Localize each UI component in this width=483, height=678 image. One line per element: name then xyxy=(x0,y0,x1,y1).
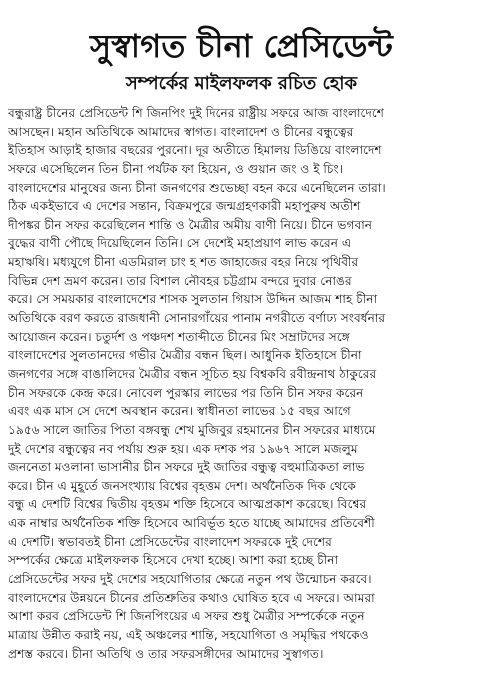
article-body-line: জনগণের সঙ্গে বাঙালিদের মৈত্রীর বন্ধন সূচিত হয় বিশ্বকবি রবীন্দ্রনাথ ঠাকুরের xyxy=(8,366,377,381)
article-body-line: বাংলাদেশের উন্নয়নে চীনের প্রতিশ্রুতির কথাও ঘোষিত হবে এ সফরে। আমরা xyxy=(8,590,375,605)
article-body-line: দীপঙ্কর চীন সফর করেছিলেন শান্তি ও মৈত্রীর অমীয় বাণী নিয়ে। চীনে ভগবান xyxy=(8,217,373,232)
article-body-line: জননেতা মওলানা ভাসানীর চীন সফরে দুই জাতির বন্ধুত্ব বহুমাত্রিকতা লাভ xyxy=(8,460,365,475)
article-body-line: করে। চীন এ মুহূর্তে জনসংখ্যায় বিশ্বের বৃহত্তম দেশ। অর্থনৈতিক দিক থেকে xyxy=(8,478,356,493)
article-body-line: করে। সে সময়কার বাংলাদেশের শাসক সুলতান গিয়াস উদ্দিন আজম শাহ চীনা xyxy=(8,292,378,307)
article-body-line: আয়োজন করেন। চতুর্দশ ও পঞ্চদশ শতাব্দীতে চীনের মিং সম্রাটদের সঙ্গে xyxy=(8,329,350,344)
article-body-line: বিভিন্ন দেশ ভ্রমণ করেন। তার বিশাল নৌবহর চট্টগ্রাম বন্দরে দুবার নোঙর xyxy=(8,273,352,288)
article-body-line: ইতিহাস আড়াই হাজার বছরের পুরনো। দূর অতীতে হিমালয় ডিঙিয়ে বাংলাদেশ xyxy=(8,143,382,158)
article-body-line: অতিথিকে বরণ করতে রাজধানী সোনারগাঁয়ের পানাম নগরীতে বর্ণাঢ্য সংবর্ধনার xyxy=(8,311,386,326)
article-subheadline: সম্পর্কের মাইলফলক রচিত হোক xyxy=(125,73,358,94)
article-body-line: বাংলাদেশের মানুষের জন্য চীনা জনগণের শুভেচ্ছা বহন করে এনেছিলেন তারা। xyxy=(8,180,386,195)
article-body-line: বন্ধুরাষ্ট্র চীনের প্রেসিডেন্ট শি জিনপিং দুই দিনের রাষ্ট্রীয় সফরে আজ বাংলাদেশে xyxy=(8,106,384,120)
article-body-line: এ দেশটি। স্বভাবতই চীনা প্রেসিডেন্টের বাংলাদেশ সফরকে দুই দেশের xyxy=(8,534,332,549)
article-body-line: দুই দেশের বন্ধুত্বের নব পর্যায় শুরু হয়। এক দশক পর ১৯৬৭ সালে মজলুম xyxy=(8,441,358,456)
article-body-line: এবং এক মাস সে দেশে অবস্থান করেন। স্বাধীনতা লাভের ১৫ বছর আগে xyxy=(8,404,351,419)
article-body-line: সম্পর্কের ক্ষেত্রে মাইলফলক হিসেবে দেখা হচ্ছে। আশা করা হচ্ছে চীনা xyxy=(8,553,339,568)
article-body-line: বুদ্ধের বাণী পৌছে দিয়েছিলেন তিনি। সে দেশেই মহাপ্রয়াণ লাভ করেন এ xyxy=(8,236,352,251)
article-body-line: প্রশস্ত করবে। চীনা অতিথি ও তার সফরসঙ্গীদের আমাদের সুস্বাগত। xyxy=(8,646,324,661)
article-body-line: আসছেন। মহান অতিথিকে আমাদের স্বাগত। বাংলাদেশ ও চীনের বন্ধুত্বের xyxy=(8,124,354,139)
article-body-line: আশা করব প্রেসিডেন্ট শি জিনপিংয়ের এ সফর শুধু মৈত্রীর সম্পর্কেকে নতুন xyxy=(8,609,365,624)
article-body-line: বন্ধু এ দেশটি বিশ্বের দ্বিতীয় বৃহত্তম শক্তি হিসেবে আত্মপ্রকাশ করেছে। বিশ্বের xyxy=(8,497,367,512)
article-body-line: প্রেসিডেন্টের সফর দুই দেশের সহযোগিতার ক্ষেত্রে নতুন পথ উন্মোচন করবে। xyxy=(8,572,372,587)
article-body-line: মহাঋষি। মধ্যযুগে চীনা এডমিরাল চাং হ শত জাহাজের বহর নিয়ে পৃথিবীর xyxy=(8,255,359,270)
article-body-line: মাত্রায় উন্নীত করাই নয়, এই অঞ্চলের শান্তি, সহযোগিতা ও সমৃদ্ধির পথকেও xyxy=(8,627,369,642)
article-body-line: ঠিক একইভাবে এ দেশের সন্তান, বিক্রমপুরে জন্মগ্রহণকারী মহাপুরুষ অতীশ xyxy=(8,199,361,214)
article-body-line: সফরে এসেছিলেন তিন চীনা পর্যটক ফা হিয়েন, ও গুয়ান জং ও ই চিং। xyxy=(8,161,344,176)
article-body-line: এক নাম্বার অর্থনৈতিক শক্তি হিসেবে আবির্ভূত হতে যাচ্ছে আমাদের প্রতিবেশী xyxy=(8,516,375,531)
article-body-line: চীন সফরকে কেন্দ্র করে। নোবেল পুরস্কার লাভের পর তিনি চীন সফর করেন xyxy=(8,385,364,400)
article-body xyxy=(8,104,475,663)
article-headline: সুস্বাগত চীনা প্রেসিডেন্ট xyxy=(89,27,394,65)
article-body-line: ১৯৫৬ সালে জাতির পিতা বঙ্গবন্ধু শেখ মুজিবুর রহমানের চীন সফরের মাধ্যমে xyxy=(8,422,376,437)
article-body-line: বাংলাদেশের সুলতানদের গভীর মৈত্রীর বন্ধন ছিল। আধুনিক ইতিহাসে চীনা xyxy=(8,348,362,363)
